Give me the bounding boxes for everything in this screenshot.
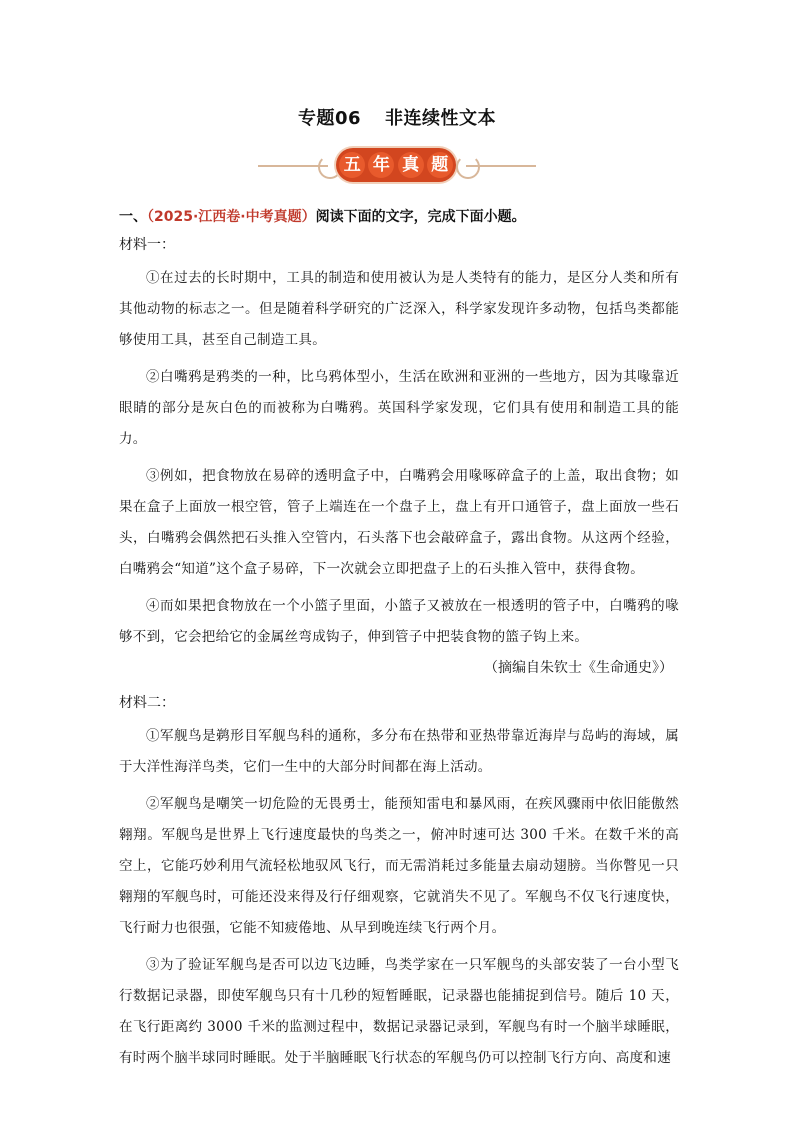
material-one-paragraph: ①在过去的长时期中，工具的制造和使用被认为是人类特有的能力，是区分人类和所有其他动物的标志之一。但是随着科学研究的广泛深入，科学家发现许多动物，包括鸟类都能够使用工具，甚至自己制造工具。 [119, 270, 679, 348]
question-source: （2025·江西卷·中考真题） [147, 209, 316, 225]
material-one-paragraph: ③例如，把食物放在易碎的透明盒子中，白嘴鸦会用喙啄碎盒子的上盖，取出食物；如果在盒子上面放一根空管，管子上端连在一个盘子上，盘上有开口通管子，盘上面放一些石头，白嘴鸦会偶然把石头推入空管内，石头落下也会敲碎盒子，露出食物。从这两个经验，白嘴鸦会“知道”这个盒子易碎，下一次就会立即把盘子上的石头推入管中，获得食物。 [119, 468, 679, 577]
topic-number: 专题06 [297, 108, 362, 129]
material-one-paragraph: ④而如果把食物放在一个小篮子里面，小篮子又被放在一根透明的管子中，白嘴鸦的喙够不到，它会把给它的金属丝弯成钩子，伸到管子中把装食物的篮子钩上来。 [119, 598, 679, 645]
material-two-paragraph: ①军舰鸟是鹈形目军舰鸟科的通称，多分布在热带和亚热带靠近海岸与岛屿的海域，属于大洋性海洋鸟类，它们一生中的大部分时间都在海上活动。 [119, 728, 679, 775]
banner-right-line [466, 165, 536, 167]
question-number: 一、 [119, 209, 147, 225]
page-title [0, 104, 794, 130]
topic-title: 非连续性文本 [385, 108, 497, 129]
badge-char: 真 [398, 152, 424, 178]
five-year-exam-badge [336, 148, 456, 182]
question-prompt: 阅读下面的文字，完成下面小题。 [315, 209, 526, 225]
badge-char: 题 [427, 152, 453, 178]
badge-char: 年 [368, 152, 394, 178]
banner-right-swirl-icon [456, 155, 480, 179]
material-one-label: 材料一： [119, 237, 175, 253]
material-two-paragraph: ②军舰鸟是嘲笑一切危险的无畏勇士，能预知雷电和暴风雨，在疾风骤雨中依旧能傲然翱翔。军舰鸟是世界上飞行速度最快的鸟类之一，俯冲时速可达 300 千米。在数千米的高空上，它能巧妙利用气流轻松地驭风飞行，而无需消耗过多能量去扇动翅膀。当你瞥见一只翱翔的军舰鸟时，可能还没来得及行仔细观察，它就消失不见了。军舰鸟不仅飞行速度快，飞行耐力也很强，它能不知疲倦地、从早到晚连续飞行两个月。 [119, 796, 679, 936]
badge-char: 五 [339, 152, 365, 178]
material-one-paragraph: ②白嘴鸦是鸦类的一种，比乌鸦体型小，生活在欧洲和亚洲的一些地方，因为其喙靠近眼睛的部分是灰白色的而被称为白嘴鸦。英国科学家发现，它们具有使用和制造工具的能力。 [119, 369, 679, 447]
material-one-source: （摘编自朱钦士《生命通史》） [484, 660, 673, 676]
section-banner [0, 146, 794, 186]
material-two-label: 材料二： [119, 695, 175, 711]
question-heading [119, 205, 679, 229]
material-two-paragraph: ③为了验证军舰鸟是否可以边飞边睡，鸟类学家在一只军舰鸟的头部安装了一台小型飞行数据记录器，即使军舰鸟只有十几秒的短暂睡眠，记录器也能捕捉到信号。随后 10 天，在飞行距离约 3000 千米的监测过程中，数据记录器记录到，军舰鸟有时一个脑半球睡眠，有时两个脑半球同时睡眠。处于半脑睡眠飞行状态的军舰鸟仍可以控制飞行方向、高度和速 [119, 957, 679, 1066]
document-body [119, 205, 679, 1074]
